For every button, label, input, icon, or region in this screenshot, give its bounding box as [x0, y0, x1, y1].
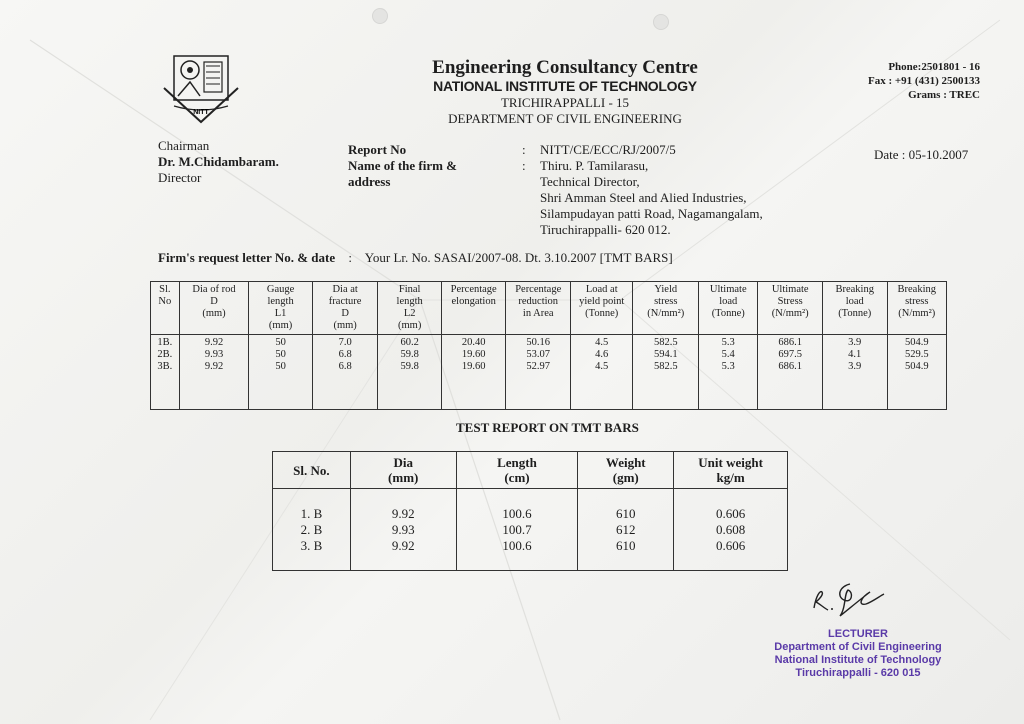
cell-value: 20.40	[461, 337, 486, 348]
table-cell	[179, 335, 249, 410]
column-header-line: No	[158, 296, 172, 307]
cell-value: 697.5	[778, 349, 803, 360]
cell-value: 0.608	[715, 521, 746, 537]
cell-value: 60.2	[400, 337, 419, 348]
cell-value: 686.1	[778, 361, 803, 372]
table-cell	[441, 335, 506, 410]
address-line: Thiru. P. Tamilarasu,	[540, 158, 649, 173]
cell-value: 7.0	[338, 337, 352, 348]
table-cell	[249, 335, 313, 410]
column-header-line: stress	[905, 296, 929, 307]
department-name: DEPARTMENT OF CIVIL ENGINEERING	[448, 111, 682, 126]
column-header-line: D	[341, 308, 349, 319]
column-header-line: L2	[403, 308, 416, 319]
firm-label-2: address	[348, 174, 391, 189]
cell-value: 504.9	[904, 361, 929, 372]
stamp-line: LECTURER	[828, 628, 888, 640]
column-header-line: fracture	[328, 296, 362, 307]
firm-colon: :	[522, 158, 526, 173]
column-header	[578, 452, 674, 489]
cell-value: 2. B	[300, 521, 323, 537]
sender-block	[158, 138, 279, 186]
cell-value: 504.9	[904, 337, 929, 348]
table-header-row	[151, 282, 947, 335]
table-cell	[699, 335, 758, 410]
cell-value: 52.97	[526, 361, 551, 372]
column-header-line: Breaking	[835, 284, 874, 295]
column-header-line: Ultimate	[709, 284, 747, 295]
cell-value: 612	[616, 521, 636, 537]
column-header	[758, 282, 823, 335]
cell-value: 4.6	[595, 349, 609, 360]
column-header-line: Gauge	[266, 284, 295, 295]
table-cell	[758, 335, 823, 410]
column-header-line: length	[396, 296, 423, 307]
column-header-line: Final	[398, 284, 421, 295]
cell-value: 0.606	[715, 505, 746, 521]
cell-value: 4.5	[595, 337, 609, 348]
column-header-line: D	[210, 296, 218, 307]
stamp-line: National Institute of Technology	[774, 654, 942, 666]
tmt-bars-table	[272, 451, 788, 571]
column-header-line: Length	[497, 455, 537, 470]
cell-value: 1. B	[300, 505, 323, 521]
column-header-line: Percentage	[450, 284, 497, 295]
table-cell	[822, 335, 887, 410]
institute-name: NATIONAL INSTITUTE OF TECHNOLOGY	[433, 78, 697, 94]
column-header-line: Dia at	[332, 284, 358, 295]
column-header-line: Sl.	[159, 284, 171, 295]
table-cell	[674, 489, 788, 571]
punch-hole	[372, 8, 388, 24]
cell-value: 100.7	[502, 521, 532, 537]
table-cell	[633, 335, 699, 410]
cell-value: 3. B	[300, 537, 323, 553]
column-header	[350, 452, 456, 489]
cell-value: 3.9	[848, 361, 862, 372]
column-header-line: Stress	[777, 296, 803, 307]
column-header	[570, 282, 632, 335]
table-cell	[456, 489, 578, 571]
request-line	[158, 250, 673, 266]
column-header-line: Ultimate	[771, 284, 809, 295]
cell-value: 582.5	[653, 361, 678, 372]
cell-value: 9.93	[391, 521, 415, 537]
cell-value: 6.8	[338, 349, 352, 360]
address-line: Shri Amman Steel and Alied Industries,	[540, 190, 747, 205]
cell-value: 4.1	[848, 349, 862, 360]
punch-hole	[653, 14, 669, 30]
contact-block	[840, 60, 980, 102]
column-header	[378, 282, 442, 335]
column-header-line: stress	[654, 296, 678, 307]
request-label: Firm's request letter No. & date	[158, 250, 336, 265]
cell-value: 0.606	[715, 537, 746, 553]
cell-value: 1B.	[157, 337, 173, 348]
cell-value: 610	[616, 537, 636, 553]
column-header-line: (mm)	[388, 470, 419, 485]
column-header-line: kg/m	[716, 470, 745, 485]
column-header	[151, 282, 180, 335]
table-row	[151, 335, 947, 410]
cell-value: 5.4	[721, 349, 735, 360]
column-header-line: in Area	[522, 308, 554, 319]
cell-value: 3B.	[157, 361, 173, 372]
column-header	[887, 282, 947, 335]
cell-value: 100.6	[502, 537, 532, 553]
column-header	[674, 452, 788, 489]
firm-label-1: Name of the firm &	[348, 158, 458, 173]
report-details	[540, 142, 763, 238]
cell-value: 9.92	[204, 337, 224, 348]
cell-value: 50	[275, 337, 286, 348]
cell-value: 9.92	[204, 361, 224, 372]
request-value: Your Lr. No. SASAI/2007-08. Dt. 3.10.2007 [TMT BARS]	[364, 250, 673, 265]
column-header-line: (mm)	[398, 320, 422, 331]
cell-value: 59.8	[400, 361, 419, 372]
lecturer-stamp	[752, 628, 964, 680]
report-number: NITT/CE/ECC/RJ/2007/5	[540, 142, 676, 157]
cell-value: 5.3	[721, 361, 735, 372]
column-header	[179, 282, 249, 335]
cell-value: 610	[616, 505, 636, 521]
org-title: Engineering Consultancy Centre	[432, 57, 698, 78]
column-header-line: Yield	[654, 284, 678, 295]
cell-value: 4.5	[595, 361, 609, 372]
column-header	[441, 282, 506, 335]
cell-value: 9.92	[391, 537, 415, 553]
cell-value: 2B.	[157, 349, 173, 360]
table-header-row	[273, 452, 788, 489]
table-cell	[378, 335, 442, 410]
column-header	[822, 282, 887, 335]
column-header-line: elongation	[451, 296, 496, 307]
column-header-line: Load at	[585, 284, 618, 295]
cell-value: 6.8	[338, 361, 352, 372]
column-header-line: (Tonne)	[838, 308, 872, 319]
column-header-line: (N/mm²)	[898, 308, 936, 319]
table-cell	[350, 489, 456, 571]
column-header-line: Weight	[605, 455, 646, 470]
column-header-line: (mm)	[333, 320, 357, 331]
table-cell	[506, 335, 571, 410]
column-header-line: Percentage	[515, 284, 562, 295]
cell-value: 3.9	[848, 337, 862, 348]
stamp-line: Tiruchirappalli - 620 015	[795, 667, 921, 679]
column-header-line: load	[845, 296, 864, 307]
column-header-line: (Tonne)	[585, 308, 619, 319]
phone-text: Phone:2501801 - 16	[888, 61, 980, 73]
cell-value: 100.6	[502, 505, 532, 521]
sender-name: Dr. M.Chidambaram.	[158, 154, 279, 169]
cell-value: 9.92	[391, 505, 415, 521]
column-header-line: Breaking	[897, 284, 936, 295]
sender-role: Chairman	[158, 138, 210, 153]
sender-title: Director	[158, 170, 202, 185]
cell-value: 59.8	[400, 349, 419, 360]
column-header-line: (cm)	[504, 470, 530, 485]
logo-text: NITT	[193, 109, 209, 116]
table-cell	[570, 335, 632, 410]
cell-value: 594.1	[653, 349, 678, 360]
table-cell	[273, 489, 351, 571]
signature-image	[810, 578, 890, 620]
stamp-line: Department of Civil Engineering	[774, 641, 942, 653]
column-header-line: (gm)	[612, 470, 639, 485]
report-no-colon: :	[522, 142, 526, 157]
column-header-line: Dia of rod	[192, 284, 236, 295]
nitt-logo-icon	[160, 48, 242, 124]
cell-value: 50	[275, 361, 286, 372]
cell-value: 529.5	[904, 349, 929, 360]
grams-text: Grams : TREC	[908, 89, 980, 101]
column-header-line: reduction	[518, 296, 559, 307]
cell-value: 50.16	[526, 337, 551, 348]
table-cell	[312, 335, 378, 410]
column-header	[633, 282, 699, 335]
address-line: Tiruchirappalli- 620 012.	[540, 222, 671, 237]
column-header-line: Sl. No.	[293, 462, 330, 478]
fax-text: Fax : +91 (431) 2500133	[868, 75, 980, 87]
column-header-line: (mm)	[202, 308, 226, 319]
cell-value: 19.60	[461, 361, 486, 372]
test-results-table	[150, 281, 947, 410]
cell-value: 50	[275, 349, 286, 360]
column-header-line: length	[267, 296, 294, 307]
column-header	[249, 282, 313, 335]
column-header-line: (mm)	[268, 320, 293, 331]
column-header	[456, 452, 578, 489]
column-header-line: load	[719, 296, 738, 307]
column-header	[699, 282, 758, 335]
column-header-line: (N/mm²)	[647, 308, 685, 319]
cell-value: 19.60	[461, 349, 486, 360]
table-cell	[578, 489, 674, 571]
column-header-line: L1	[274, 308, 287, 319]
column-header-line: Dia	[393, 455, 413, 470]
request-colon: :	[348, 250, 353, 265]
institute-city: TRICHIRAPPALLI - 15	[500, 95, 630, 110]
cell-value: 53.07	[526, 349, 551, 360]
cell-value: 9.93	[204, 349, 224, 360]
column-header	[273, 452, 351, 489]
column-header-line: (Tonne)	[711, 308, 745, 319]
column-header-line: Unit weight	[698, 455, 763, 470]
address-line: Silampudayan patti Road, Nagamangalam,	[540, 206, 763, 221]
column-header-line: yield point	[579, 296, 625, 307]
column-header	[506, 282, 571, 335]
table-cell	[887, 335, 947, 410]
cell-value: 686.1	[778, 337, 803, 348]
address-line: Technical Director,	[540, 174, 640, 189]
tmt-report-title: TEST REPORT ON TMT BARS	[456, 420, 639, 435]
column-header-line: (N/mm²)	[771, 308, 809, 319]
report-labels	[348, 142, 457, 190]
column-header	[312, 282, 378, 335]
cell-value: 582.5	[653, 337, 678, 348]
cell-value: 5.3	[721, 337, 735, 348]
report-no-label: Report No	[348, 142, 407, 157]
table-cell	[151, 335, 180, 410]
table-row	[273, 489, 788, 571]
report-date: Date : 05-10.2007	[874, 147, 969, 162]
